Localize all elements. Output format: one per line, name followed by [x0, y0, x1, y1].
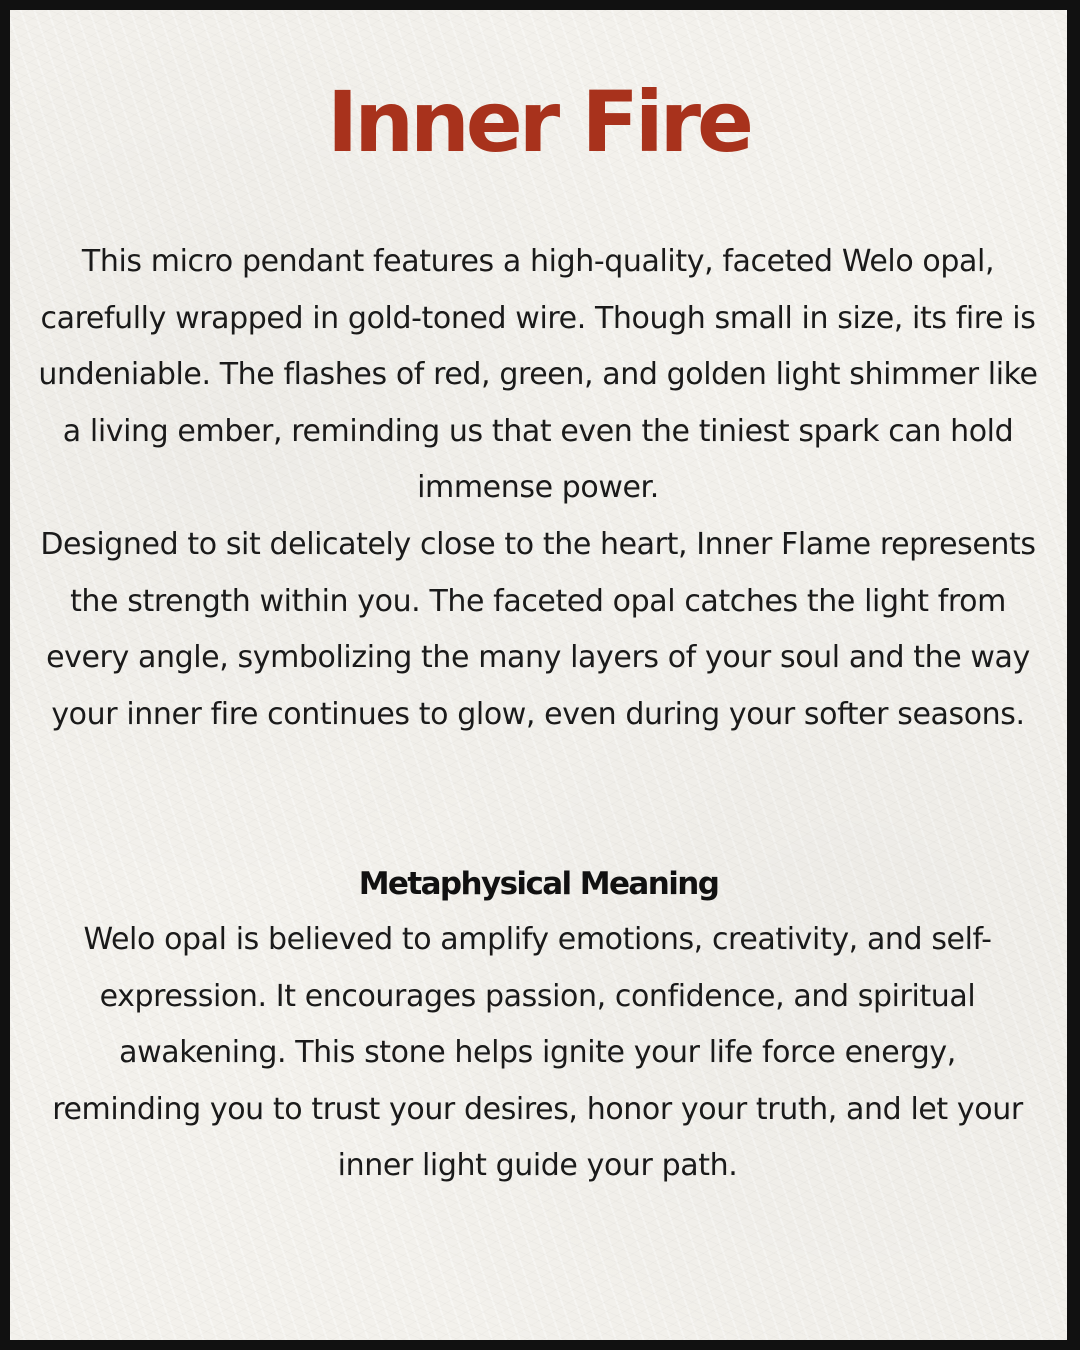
description-card: [10, 10, 1067, 1340]
metaphysical-heading: Metaphysical Meaning: [358, 866, 719, 902]
design-paragraph: Designed to sit delicately close to the heart, Inner Flame represents the strength within you. The faceted opal catches the light from every angle, symbolizing the many layers of your soul and the way your inner fire continues to glow, even during your softer seasons.: [40, 527, 1036, 732]
page-title: Inner Fire: [326, 73, 751, 171]
intro-paragraph: This micro pendant features a high-quality, faceted Welo opal, carefully wrapped in gold-toned wire. Though small in size, its fire is undeniable. The flashes of red, green, and golden light shimmer like a living ember, reminding us that even the tiniest spark can hold immense power.: [38, 244, 1038, 505]
metaphysical-paragraph: Welo opal is believed to amplify emotions, creativity, and self-expression. It encourages passion, confidence, and spiritual awakening. This stone helps ignite your life force energy, reminding you to trust your desires, honor your truth, and let your inner light guide your path.: [52, 922, 1023, 1183]
